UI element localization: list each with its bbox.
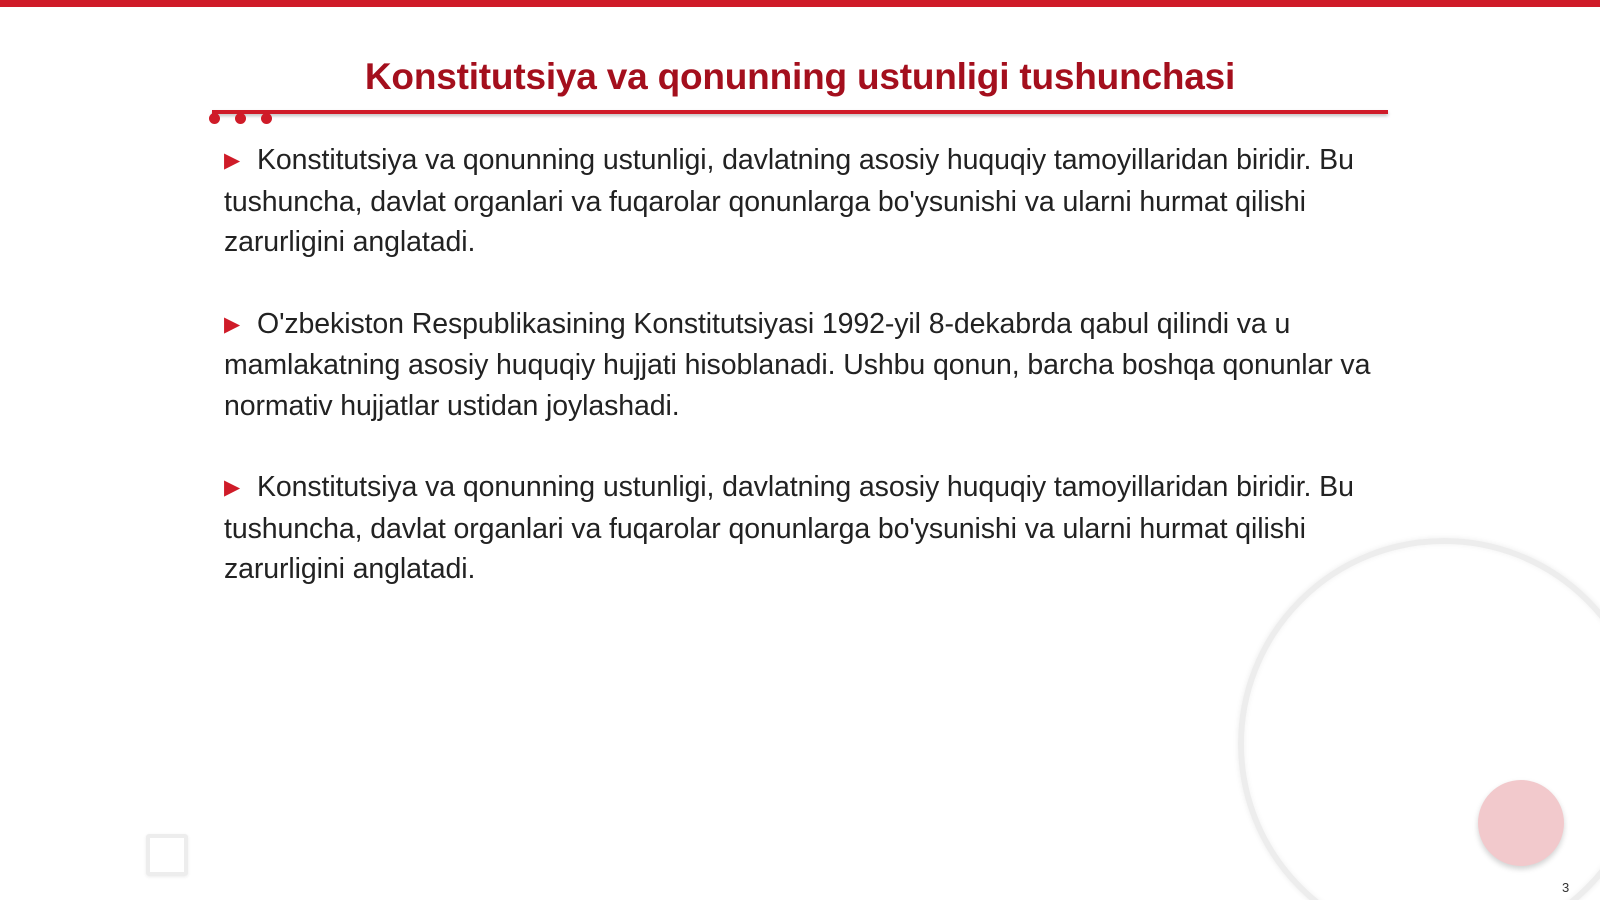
decor-dot-2 — [235, 113, 246, 124]
bullet-paragraph-3 — [224, 467, 1374, 590]
page-number: 3 — [1562, 880, 1570, 895]
title-underline — [212, 110, 1388, 114]
bullet-text: Konstitutsiya va qonunning ustunligi, davlatning asosiy huquqiy tamoyillaridan biridir. Bu tushuncha, davlat organlari va fuqarolar qonunlarga bo'ysunishi va ularni hurmat qilishi zarurligini anglatadi. — [224, 144, 1354, 258]
bullet-paragraph-2 — [224, 304, 1374, 427]
triangle-bullet-icon: ▶ — [224, 149, 241, 172]
bullet-text: O'zbekiston Respublikasining Konstitutsiyasi 1992-yil 8-dekabrda qabul qilindi va u mamlakatning asosiy huquqiy hujjati hisoblanadi. Ushbu qonun, barcha boshqa qonunlar va normativ hujjatlar ustidan joylashadi. — [224, 307, 1371, 422]
bullet-list — [224, 140, 1374, 631]
decorative-square — [146, 834, 188, 876]
bullet-text: Konstitutsiya va qonunning ustunligi, davlatning asosiy huquqiy tamoyillaridan biridir. Bu tushuncha, davlat organlari va fuqarolar qonunlarga bo'ysunishi va ularni hurmat qilishi zarurligini anglatadi. — [224, 471, 1354, 585]
top-accent-bar — [0, 0, 1600, 7]
slide-title: Konstitutsiya va qonunning ustunligi tushunchasi — [364, 56, 1236, 97]
decorative-pink-circle — [1478, 780, 1564, 866]
triangle-bullet-icon: ▶ — [224, 312, 241, 336]
decor-dot-1 — [209, 113, 220, 124]
bullet-paragraph-1 — [224, 140, 1374, 263]
triangle-bullet-icon: ▶ — [224, 476, 241, 499]
decor-dot-3 — [261, 113, 272, 124]
